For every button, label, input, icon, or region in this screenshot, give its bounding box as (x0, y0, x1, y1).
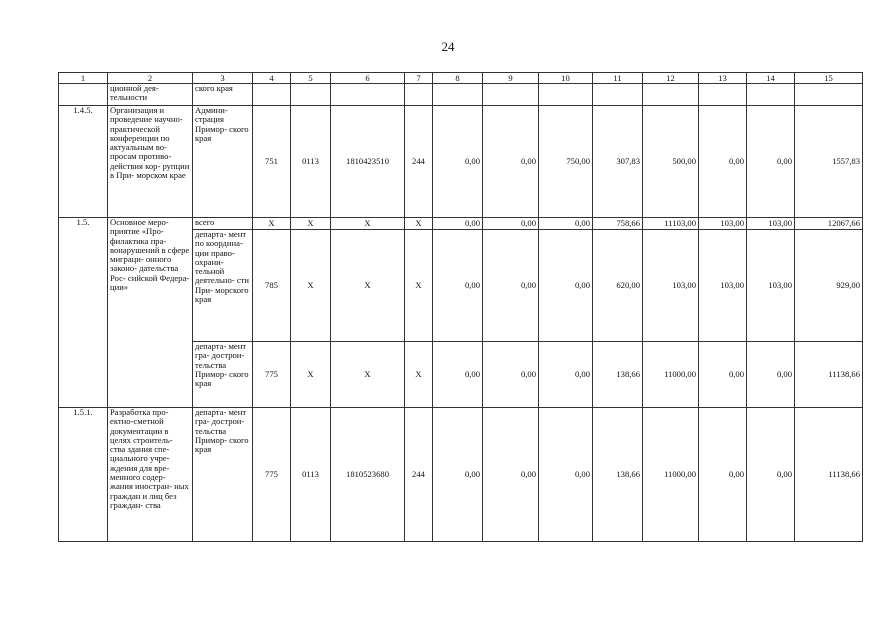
value-cell: 11000,00 (643, 408, 699, 542)
section-code: 0113 (291, 106, 331, 218)
value-cell: 138,66 (593, 342, 643, 408)
column-header: 11 (593, 73, 643, 84)
row-executor: всего (193, 218, 253, 230)
value-cell: 0,00 (483, 106, 539, 218)
grbs-code: 751 (253, 106, 291, 218)
value-cell: 0,00 (699, 342, 747, 408)
column-header: 4 (253, 73, 291, 84)
value-cell: 103,00 (747, 218, 795, 230)
value-cell: 11000,00 (643, 342, 699, 408)
value-cell: 307,83 (593, 106, 643, 218)
page-number: 24 (441, 39, 455, 54)
row-code: 1.5.1. (59, 408, 108, 542)
value-cell: 0,00 (747, 106, 795, 218)
column-numbers-row (59, 73, 863, 84)
total-cell: 12067,66 (795, 218, 863, 230)
section-code: 0113 (291, 408, 331, 542)
grbs-code: 775 (253, 342, 291, 408)
value-cell: 11103,00 (643, 218, 699, 230)
row-code: 1.4.5. (59, 106, 108, 218)
value-cell: 0,00 (433, 342, 483, 408)
value-cell: 0,00 (747, 342, 795, 408)
value-cell: 0,00 (539, 218, 593, 230)
column-header: 14 (747, 73, 795, 84)
column-header: 3 (193, 73, 253, 84)
total-cell: 929,00 (795, 230, 863, 342)
column-header: 10 (539, 73, 593, 84)
section-code: X (291, 342, 331, 408)
table-row (59, 218, 863, 230)
expense-type: 244 (405, 408, 433, 542)
column-header: 7 (405, 73, 433, 84)
column-header: 9 (483, 73, 539, 84)
row-executor: департа- мент гра- дострои- тельства Примор- ского края (193, 342, 253, 408)
total-cell: 11138,66 (795, 408, 863, 542)
row-name: ционной дея- тельности (108, 84, 193, 106)
expense-type: X (405, 230, 433, 342)
value-cell: 620,00 (593, 230, 643, 342)
value-cell: 500,00 (643, 106, 699, 218)
row-name: Организация и проведение научно- практической конференции по актуальным во- просам противо- действия кор- рупции в При- морском крае (108, 106, 193, 218)
expense-type: X (405, 218, 433, 230)
table-row (59, 408, 863, 542)
value-cell: 103,00 (747, 230, 795, 342)
row-name: Разработка про- ектно-сметной документации в целях строитель- ства здания спе- циального учре- ждения для вре- менного содер- жания иностран- ных граждан и лиц без граждан- ства (108, 408, 193, 542)
value-cell: 0,00 (699, 408, 747, 542)
section-code: X (291, 230, 331, 342)
target-code: X (331, 342, 405, 408)
grbs-code: 775 (253, 408, 291, 542)
value-cell: 0,00 (539, 342, 593, 408)
expense-type: X (405, 342, 433, 408)
value-cell: 0,00 (483, 342, 539, 408)
value-cell: 0,00 (433, 106, 483, 218)
value-cell: 0,00 (539, 230, 593, 342)
value-cell: 0,00 (699, 106, 747, 218)
row-executor: Админи- страция Примор- ского края (193, 106, 253, 218)
grbs-code: 785 (253, 230, 291, 342)
target-code: X (331, 230, 405, 342)
column-header: 15 (795, 73, 863, 84)
grbs-code: X (253, 218, 291, 230)
total-cell: 1557,83 (795, 106, 863, 218)
column-header: 1 (59, 73, 108, 84)
value-cell: 0,00 (433, 408, 483, 542)
value-cell: 750,00 (539, 106, 593, 218)
value-cell: 103,00 (699, 230, 747, 342)
section-code: X (291, 218, 331, 230)
column-header: 6 (331, 73, 405, 84)
expense-type: 244 (405, 106, 433, 218)
value-cell: 0,00 (483, 408, 539, 542)
value-cell: 0,00 (433, 230, 483, 342)
target-code: 1810523680 (331, 408, 405, 542)
column-header: 8 (433, 73, 483, 84)
value-cell: 103,00 (699, 218, 747, 230)
value-cell: 758,66 (593, 218, 643, 230)
value-cell: 103,00 (643, 230, 699, 342)
row-code: 1.5. (59, 218, 108, 408)
column-header: 12 (643, 73, 699, 84)
value-cell: 0,00 (539, 408, 593, 542)
table-row (59, 84, 863, 106)
target-code: 1810423510 (331, 106, 405, 218)
value-cell: 0,00 (433, 218, 483, 230)
row-name: Основное меро- приятие «Про- филактика пра- вонарушений в сфере миграци- онного законо- дательства Рос- сийской Федера- ции» (108, 218, 193, 408)
value-cell: 0,00 (747, 408, 795, 542)
row-executor: департа- мент по координа- ции право- охрани- тельной деятельно- сти При- морского края (193, 230, 253, 342)
total-cell: 11138,66 (795, 342, 863, 408)
value-cell: 0,00 (483, 218, 539, 230)
row-executor: ского края (193, 84, 253, 106)
column-header: 5 (291, 73, 331, 84)
value-cell: 0,00 (483, 230, 539, 342)
column-header: 2 (108, 73, 193, 84)
target-code: X (331, 218, 405, 230)
value-cell: 138,66 (593, 408, 643, 542)
column-header: 13 (699, 73, 747, 84)
row-code (59, 84, 108, 106)
row-executor: департа- мент гра- дострои- тельства Примор- ского края (193, 408, 253, 542)
table-row (59, 106, 863, 218)
budget-table (58, 72, 863, 542)
